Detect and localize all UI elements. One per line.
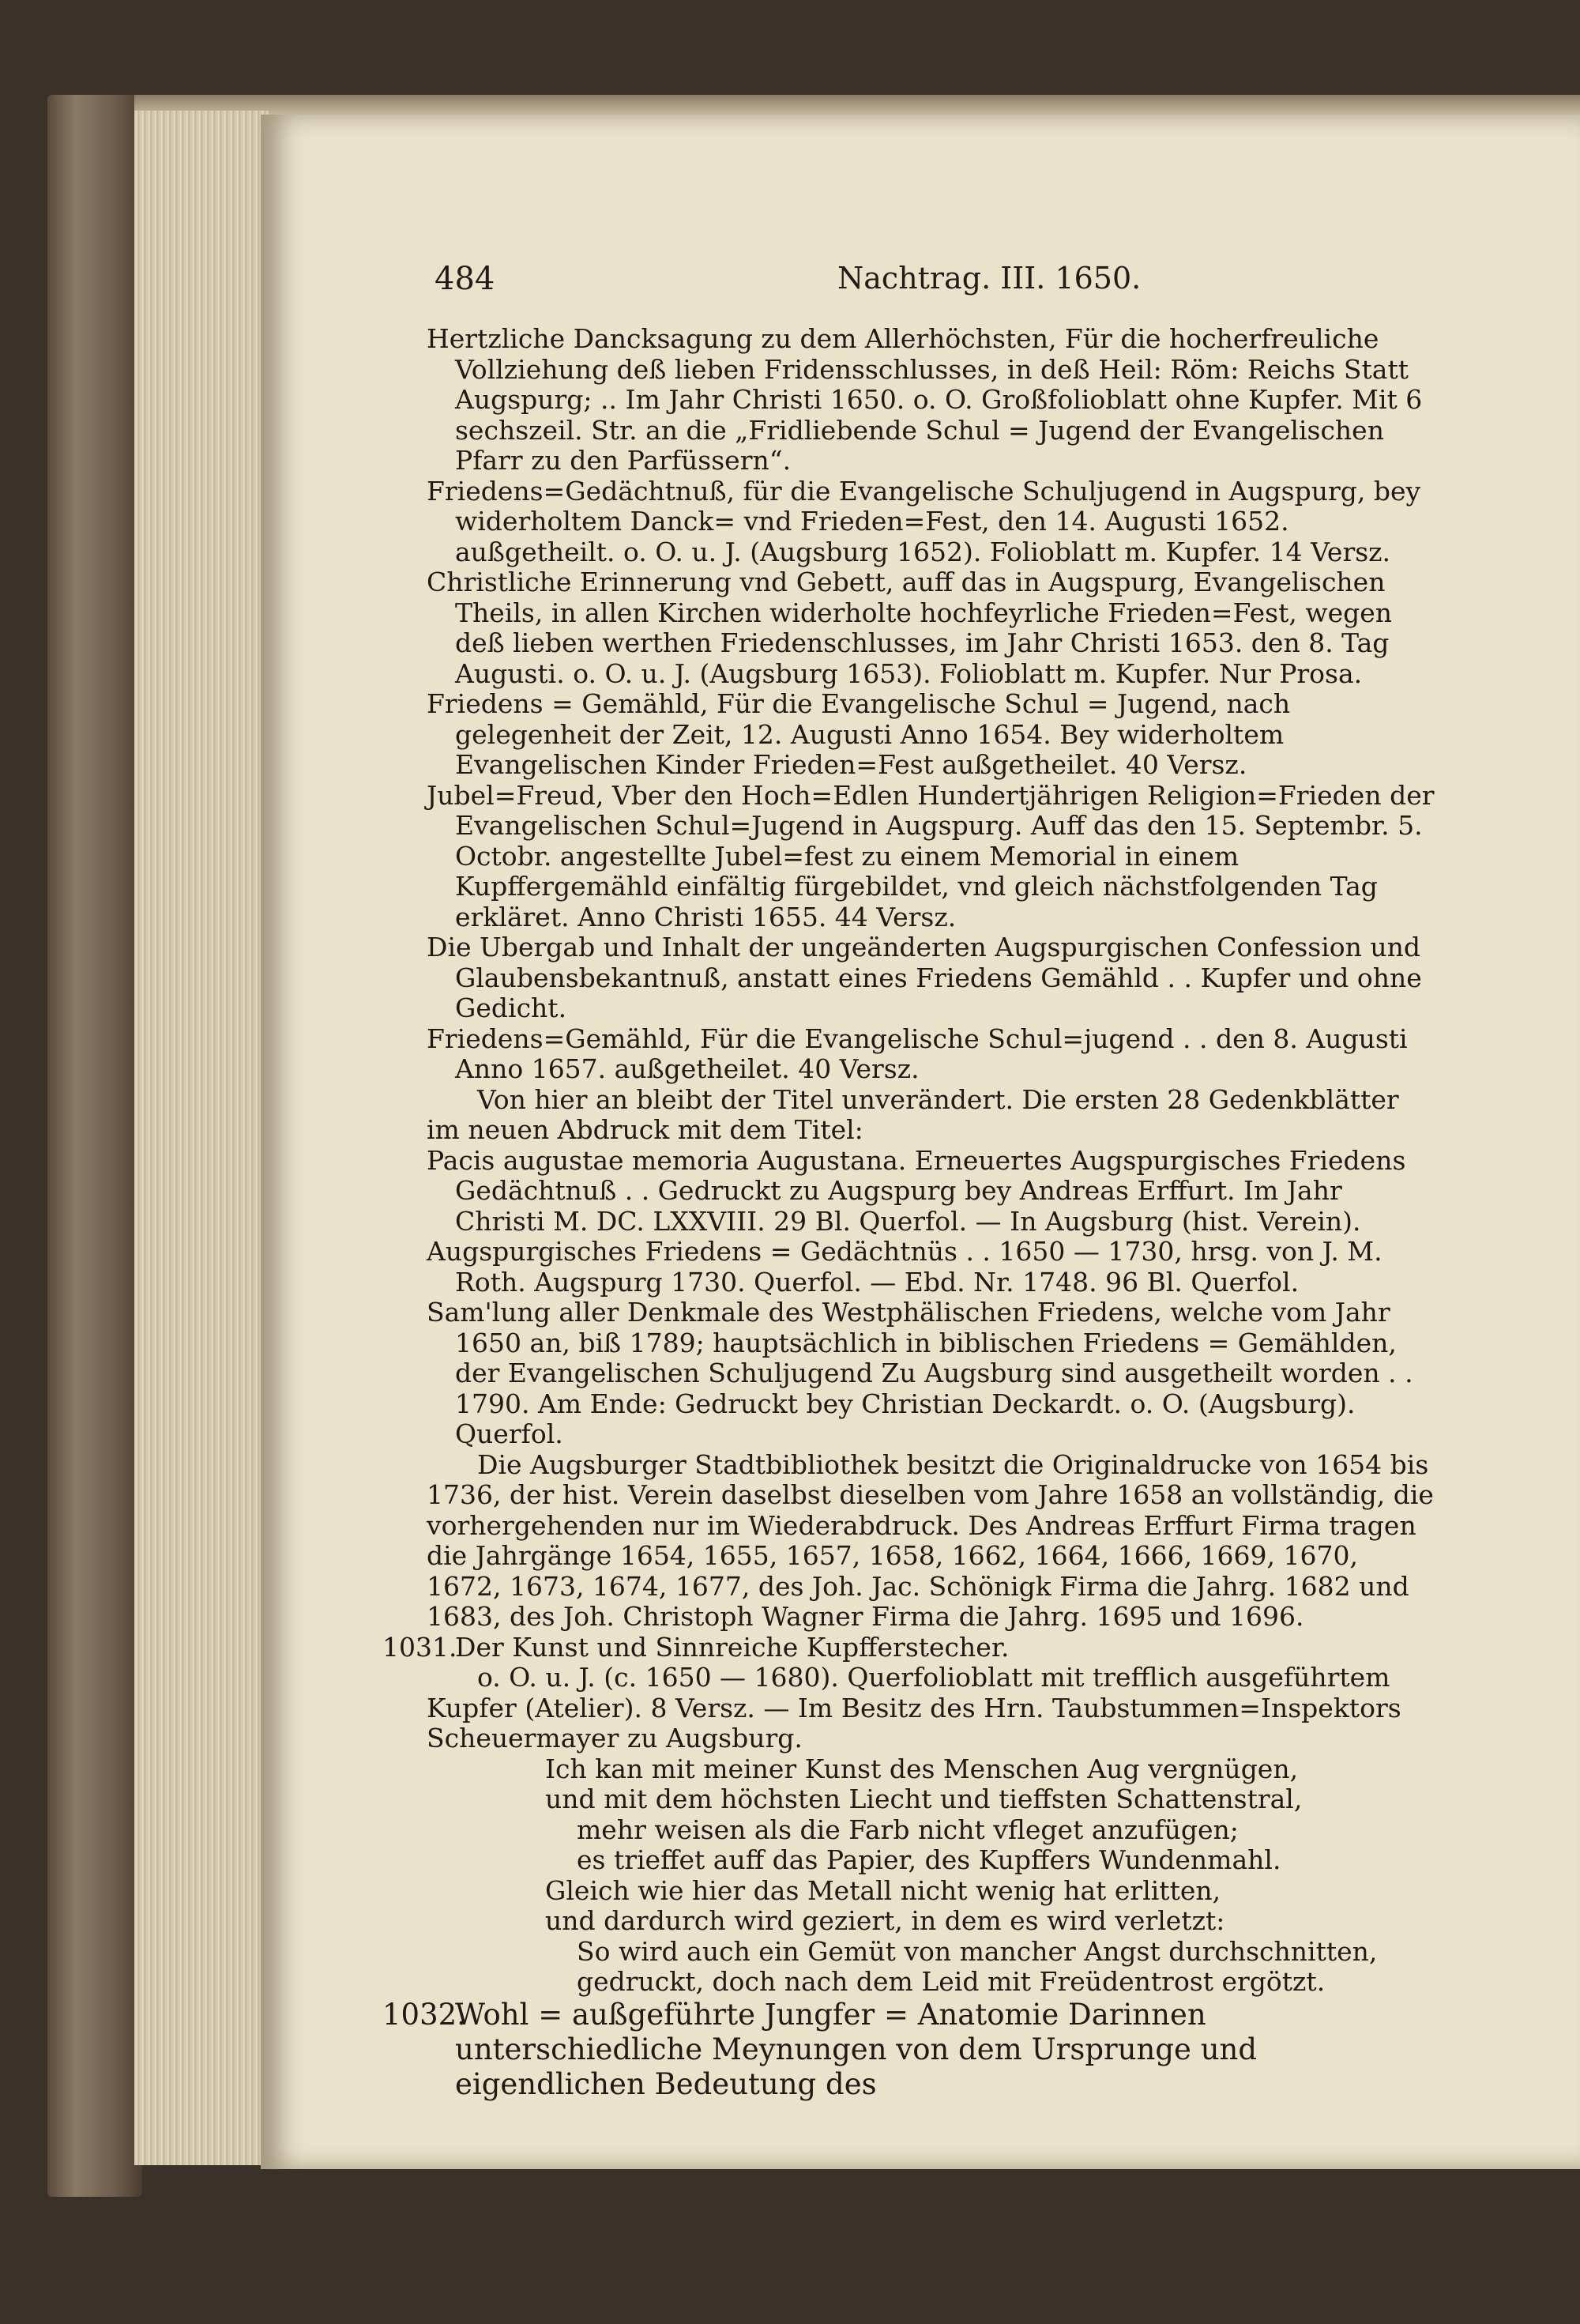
entry-2: Friedens=Gedächtnuß, für die Evangelische Schuljugend in Augspurg, bey widerholtem Danck= vnd Frieden=Fest, den 14. Augusti 1652. außgetheilt. o. O. u. J. (Augsburg 1652). Folioblatt m. Kupfer. 14 Versz. [427, 475, 1421, 567]
verse-line: Ich kan mit meiner Kunst des Menschen Aug vergnügen, [545, 1753, 1299, 1784]
entry-5: Jubel=Freud, Vber den Hoch=Edlen Hundertjährigen Religion=Frieden der Evangelischen Schul=Jugend in Augspurg. Auff das den 15. Septembr. 5. Octobr. angestellte Jubel=fest zu einem Memorial in einem Kupffergemähld einfältig fürgebildet, vnd gleich nächstfolgenden Tag erkläret. Anno Christi 1655. 44 Versz. [427, 779, 1435, 932]
verse-line: und dardurch wird geziert, in dem es wird verletzt: [545, 1905, 1225, 1936]
item-1031-verse [427, 1754, 1438, 1998]
page-body [382, 323, 1438, 2102]
page-header [0, 261, 1580, 308]
running-head: Nachtrag. III. 1650. [837, 261, 1142, 296]
verse-line: So wird auch ein Gemüt von mancher Angst durchschnitten, [577, 1935, 1378, 1967]
book-cover-left [47, 95, 142, 2197]
note-title-change: Von hier an bleibt der Titel unverändert. Die ersten 28 Gedenkblätter im neuen Abdruck mit dem Titel: [427, 1083, 1399, 1145]
entry-1: Hertzliche Dancksagung zu dem Allerhöchsten, Für die hocherfreuliche Vollziehung deß lieben Fridensschlusses, in deß Heil: Röm: Reichs Statt Augspurg; .. Im Jahr Christi 1650. o. O. Großfolioblatt ohne Kupfer. Mit 6 sechszeil. Str. an die „Fridliebende Schul = Jugend der Evangelischen Pfarr zu den Parfüssern“. [427, 323, 1423, 476]
page-stack [134, 111, 269, 2165]
item-1031-description: o. O. u. J. (c. 1650 — 1680). Querfolioblatt mit trefflich ausgeführtem Kupfer (Atelier). 8 Versz. — Im Besitz des Hrn. Taubstummen=Inspektors Scheuermayer zu Augsburg. [427, 1662, 1401, 1753]
item-1032-text: Wohl = außgeführte Jungfer = Anatomie Darinnen unterschiedliche Meynungen von dem Ursprunge und eigendlichen Bedeutung des [455, 1997, 1258, 2101]
entry-3: Christliche Erinnerung vnd Gebett, auff das in Augspurg, Evangelischen Theils, in allen Kirchen widerholte hochfeyrliche Frieden=Fest, wegen deß lieben werthen Friedenschlusses, im Jahr Christi 1653. den 8. Tag Augusti. o. O. u. J. (Augsburg 1653). Folioblatt m. Kupfer. Nur Prosa. [427, 567, 1393, 689]
verse-line: mehr weisen als die Farb nicht vfleget anzufügen; [577, 1814, 1239, 1845]
page-number: 484 [434, 261, 495, 297]
verse-line: und mit dem höchsten Liecht und tieffsten Schattenstral, [545, 1783, 1303, 1814]
entry-10: Sam'lung aller Denkmale des Westphälischen Friedens, welche vom Jahr 1650 an, biß 1789; hauptsächlich in biblischen Friedens = Gemählden, der Evangelischen Schuljugend Zu Augsburg sind ausgetheilt worden . . 1790. Am Ende: Gedruckt bey Christian Deckardt. o. O. (Augsburg). Querfol. [427, 1297, 1413, 1449]
entry-8: Pacis augustae memoria Augustana. Erneuertes Augspurgisches Friedens Gedächtnuß . . Gedruckt zu Augspurg bey Andreas Erffurt. Im Jahr Christi M. DC. LXXVIII. 29 Bl. Querfol. — In Augsburg (hist. Verein). [427, 1144, 1406, 1237]
item-1031 [382, 1631, 1438, 1663]
verse-line: es trieffet auff das Papier, des Kupffers Wundenmahl. [577, 1844, 1281, 1875]
entry-7: Friedens=Gemähld, Für die Evangelische Schul=jugend . . den 8. Augusti Anno 1657. außgetheilet. 40 Versz. [427, 1023, 1408, 1084]
verse-line: Gleich wie hier das Metall nicht wenig hat erlitten, [545, 1874, 1221, 1906]
item-1032 [382, 1997, 1438, 2102]
item-1031-number: 1031. [382, 1631, 457, 1663]
entry-4: Friedens = Gemähld, Für die Evangelische Schul = Jugend, nach gelegenheit der Zeit, 12. Augusti Anno 1654. Bey widerholtem Evangelischen Kinder Frieden=Fest außgetheilet. 40 Versz. [427, 688, 1291, 780]
item-1032-number: 1032. [382, 1997, 466, 2032]
verse-line: gedruckt, doch nach dem Leid mit Freüdentrost ergötzt. [577, 1966, 1326, 1997]
entry-9: Augspurgisches Friedens = Gedächtnüs . . 1650 — 1730, hrsg. von J. M. Roth. Augspurg 1730. Querfol. — Ebd. Nr. 1748. 96 Bl. Querfol. [427, 1236, 1382, 1298]
note-library-holdings: Die Augsburger Stadtbibliothek besitzt die Originaldrucke von 1654 bis 1736, der hist. Verein daselbst dieselben vom Jahre 1658 an vollständig, die vorhergehenden nur im Wiederabdruck. Des Andreas Erffurt Firma tragen die Jahrgänge 1654, 1655, 1657, 1658, 1662, 1664, 1666, 1669, 1670, 1672, 1673, 1674, 1677, des Joh. Jac. Schönigk Firma die Jahrg. 1682 und 1683, des Joh. Christoph Wagner Firma die Jahrg. 1695 und 1696. [427, 1448, 1434, 1632]
item-1031-title: Der Kunst und Sinnreiche Kupfferstecher. [455, 1631, 1010, 1663]
entry-6: Die Ubergab und Inhalt der ungeänderten Augspurgischen Confession und Glaubensbekantnuß, anstatt eines Friedens Gemähld . . Kupfer und ohne Gedicht. [427, 932, 1422, 1023]
